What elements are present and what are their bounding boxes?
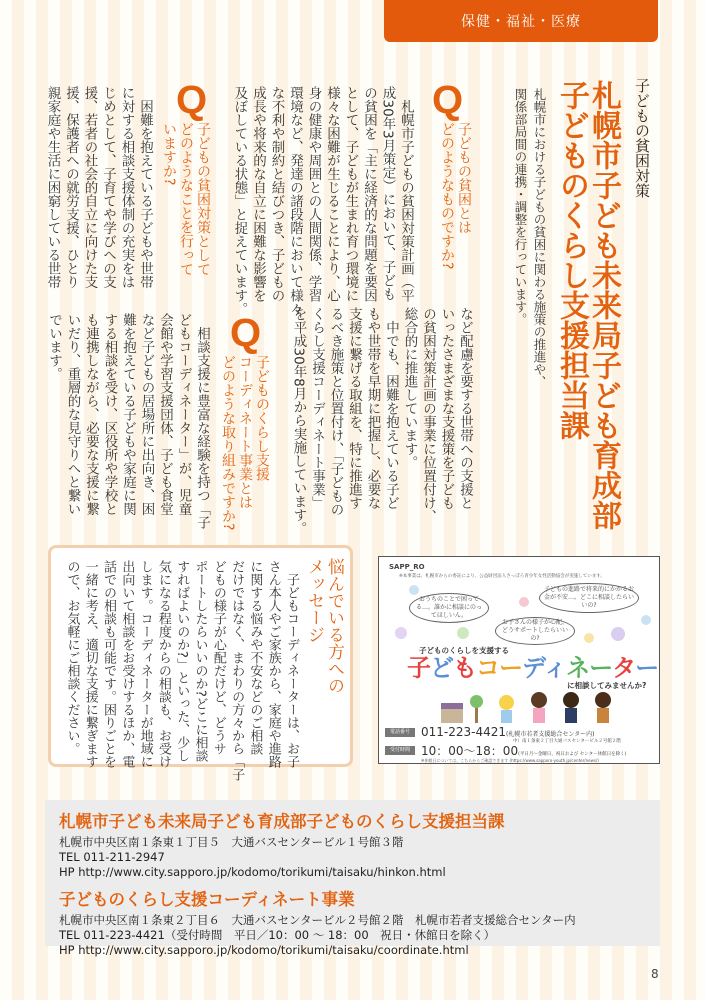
flyer-headline-char: デ	[522, 654, 544, 682]
title-line: 子どものくらし支援担当課	[554, 80, 589, 440]
text-line: 環境など、発達の諸段階において様々	[287, 86, 303, 316]
contact-homepage-link[interactable]: HP http://www.city.sapporo.jp/kodomo/torikumi/taisaku/hinkon.html	[59, 865, 446, 879]
page-number: 8	[651, 967, 659, 981]
text-line: 支援に繋げる取組を、特に推進す	[346, 307, 362, 510]
question-line: どのようなものですか?	[439, 122, 455, 270]
text-line: な不利や制約と結びつき、子どもの	[268, 86, 285, 302]
flyer-bubble: おうちのことで困ってる…。誰かに相談にのってほしいん。	[409, 593, 489, 623]
tree-leaves	[470, 695, 483, 708]
house-illustration	[441, 703, 463, 723]
flyer-hours: 10：00〜18：00	[421, 744, 519, 758]
text-line: じめとして、子育てや学びへの支	[100, 86, 116, 289]
text-line: の貧困を「主に経済的な問題を要因	[361, 86, 377, 302]
text-line: 子どもコーディネーターは、お子	[284, 560, 299, 768]
subtitle-line: 関係部局間の連携・調整を行っています。	[513, 88, 528, 326]
decorative-dot	[457, 627, 469, 639]
text-line: だけではなく、まわりの方々から「子	[229, 560, 245, 781]
flyer-phone-label: 電話番号	[385, 728, 415, 737]
text-line: 成長や将来的な自立に困難な影響を	[250, 86, 266, 302]
q3-answer	[45, 313, 212, 529]
category-tab-label: 保健・福祉・医療	[461, 14, 581, 30]
flyer-headline-char: タ	[612, 654, 636, 682]
contact-homepage-link[interactable]: HP http://www.city.sapporo.jp/kodomo/torikumi/taisaku/coordinate.html	[59, 943, 469, 957]
flyer-bubble: 子どもの進路で将来的にかかるお金が不安…。どこに相談したらいいの?	[539, 583, 639, 613]
flyer-headline-char: ー	[499, 654, 522, 682]
subtitle-line: 札幌市における子どもの貧困に関わる施策の推進や、	[532, 88, 547, 388]
text-line: も連携しながら、必要な支援に繋	[83, 313, 99, 516]
text-line: の貧困対策計画の事業に位置付け、	[420, 307, 436, 523]
flyer-address-note: 中）南１条東２丁目大通バスセンタービル２号館２階	[513, 739, 621, 744]
q2-answer-part2	[289, 307, 474, 535]
flyer-headline-char: コ	[476, 654, 499, 682]
text-line: に対する相談支援体制の充実をは	[118, 86, 135, 289]
text-line: いだり、重層的な見守りへと繋い	[64, 313, 81, 516]
flyer-headline-char: ィ	[543, 654, 567, 682]
text-line: 難を抱えている子どもや家庭に関	[120, 313, 136, 516]
text-line: を平成30年8月から実施しています。	[290, 307, 307, 536]
text-line: 話での相談も可能です。困りごとを	[101, 560, 117, 768]
section-label: 子どもの貧困対策	[633, 78, 651, 198]
text-line: 様々な困難が生じることにより、心	[324, 86, 340, 302]
q3-mark: Q	[230, 311, 262, 355]
text-line: 及ぼしている状態」と捉えています。	[231, 86, 248, 316]
text-line: 相談支援に豊富な経験を持つ「子	[194, 313, 210, 529]
text-line: に関する悩みや不安などのご相談	[247, 560, 263, 755]
flyer-headline-char: 子	[407, 654, 430, 682]
decorative-dot	[584, 633, 594, 643]
message-title-line: 悩んでいる方への	[324, 558, 344, 694]
contact-address: 札幌市中央区南１条東１丁目５ 大通バスセンタービル１号館３階	[59, 835, 404, 849]
text-line: 親家庭や生活に困窮している世帯	[44, 86, 61, 289]
text-line: 援、保護者への就労支援、ひとり	[63, 86, 79, 289]
flyer-headline-char: ー	[589, 654, 613, 682]
text-line: します。コーディネーターが地域に	[137, 560, 153, 768]
subtitle	[511, 88, 549, 388]
text-line: 成30年3月策定）において、子ども	[379, 86, 396, 301]
decorative-dot	[409, 585, 419, 595]
text-line: すればよいのか?」といった、少し	[174, 560, 190, 762]
flyer-footnote: ※休館日については、こちらからご確認できます (https://www.sapporo-youth.jp/center/news/)	[421, 758, 599, 763]
flyer-bubble: お子さんの様子が心配。どうサポートしたらいいの?	[495, 617, 575, 645]
contact-address: 札幌市中央区南１条東２丁目６ 大通バスセンタービル２号館２階 札幌市若者支援総合センター内	[59, 913, 576, 927]
text-line: など配慮を要する世帯への支援と	[457, 307, 473, 510]
text-line: 中でも、困難を抱えている子ど	[383, 307, 399, 510]
flyer-hours-label: 受付時間	[385, 746, 415, 755]
flyer-headline-char: ネ	[566, 654, 590, 682]
contact-phone: TEL 011-211-2947	[59, 850, 165, 864]
q2-mark: Q	[176, 78, 208, 122]
q1-question	[438, 122, 472, 269]
contact-name: 子どものくらし支援コーディネート事業	[59, 890, 355, 909]
text-line: 気になる程度からの相談も、お受け	[155, 560, 171, 768]
q1-mark: Q	[432, 78, 464, 122]
text-line: 総合的に推進しています。	[401, 307, 418, 469]
q3-question	[219, 355, 270, 530]
text-line: どもの様子が心配だけど、どうサ	[210, 560, 226, 755]
text-line: ポートしたらいいのか?どこに相談	[192, 560, 208, 762]
text-line: 出向いて相談をお受けするほか、電	[119, 560, 135, 768]
flyer-headline-char: ー	[635, 654, 659, 682]
category-tab	[384, 0, 658, 42]
message-title-line: メッセージ	[304, 558, 324, 643]
text-line: くらし支援コーディネート事業」	[309, 307, 325, 510]
question-line: 子どもの貧困対策として	[195, 122, 211, 276]
text-line: 困難を抱えている子どもや世帯	[137, 86, 153, 289]
flyer-headline	[407, 655, 658, 681]
message-body	[62, 560, 300, 781]
decorative-dot	[641, 615, 651, 625]
flyer-tagline: に相談してみませんか?	[567, 681, 647, 690]
text-line: 会館や学習支援団体、子ども食堂	[157, 313, 173, 516]
contact-phone: TEL 011-223-4421（受付時間 平日／10：00 〜 18：00 祝日・休館日を除く）	[59, 928, 496, 942]
flyer-phone: 011-223-4421	[421, 725, 507, 739]
q2-answer-part1	[43, 86, 154, 289]
text-line: どもコーディネーター」が、児童	[175, 313, 192, 516]
text-line: する相談を受け、区役所や学校と	[101, 313, 118, 516]
flyer-headline-char: も	[453, 654, 476, 682]
question-line: コーディネート事業とは	[237, 355, 253, 509]
page-title	[555, 80, 619, 530]
text-line: さん本人やご家族から、家庭や進路	[265, 560, 281, 768]
question-line: いますか?	[161, 122, 177, 186]
message-title	[304, 558, 344, 694]
text-line: 一緒に考え、適切な支援に繋ぎます	[82, 560, 98, 768]
message-box	[48, 545, 353, 781]
title-line: 札幌市子ども未来局子ども育成部	[586, 80, 621, 530]
text-line: 援、若者の社会的自立に向けた支	[81, 86, 98, 289]
text-line: として、子どもが生まれ育つ環境に	[342, 86, 359, 302]
flyer-headline-char: ど	[430, 654, 453, 682]
coordinator-flyer-image	[378, 556, 660, 764]
text-line: でいます。	[46, 313, 62, 381]
question-line: 子どもの貧困とは	[456, 122, 472, 234]
question-line: どのような取り組みですか?	[220, 355, 236, 531]
flyer-phone-note: (札幌市若者支援総合センター内)	[506, 731, 595, 738]
q1-answer	[230, 86, 415, 316]
text-line: いったさまざまな支援策を子ども	[438, 307, 455, 510]
contact-name: 札幌市子ども未来局子ども育成部子どものくらし支援担当課	[59, 812, 505, 831]
decorative-dot	[519, 597, 529, 607]
q2-question	[160, 122, 211, 276]
decorative-dot	[395, 627, 407, 639]
flyer-hours-note: (平日月〜金曜日、祝日および センター休館日を除く)	[518, 752, 627, 757]
flyer-logo: SAPP_RO	[389, 563, 425, 571]
text-line: 身の健康や周囲との人間関係、学習	[305, 86, 322, 302]
question-line: どのようなことを行って	[178, 122, 194, 276]
contact-box	[45, 800, 660, 957]
question-line: 子どものくらし支援	[254, 355, 270, 481]
text-line: 札幌市子どもの貧困対策計画（平	[398, 86, 414, 302]
decorative-dot	[611, 627, 625, 641]
text-line: もや世帯を早期に把握し、必要な	[364, 307, 381, 510]
text-line: など子どもの居場所に出向き、困	[138, 313, 155, 516]
flyer-lead: 子どものくらしを支援する	[419, 646, 509, 655]
text-line: るべき施策と位置付け、「子どもの	[327, 307, 344, 517]
text-line: ので、お気軽にご相談ください。	[64, 560, 80, 755]
flyer-notice: ※本事業は、札幌市からの委託により、公益財団法人さっぽろ青少年女性活動協会が実施しています。	[399, 574, 605, 579]
